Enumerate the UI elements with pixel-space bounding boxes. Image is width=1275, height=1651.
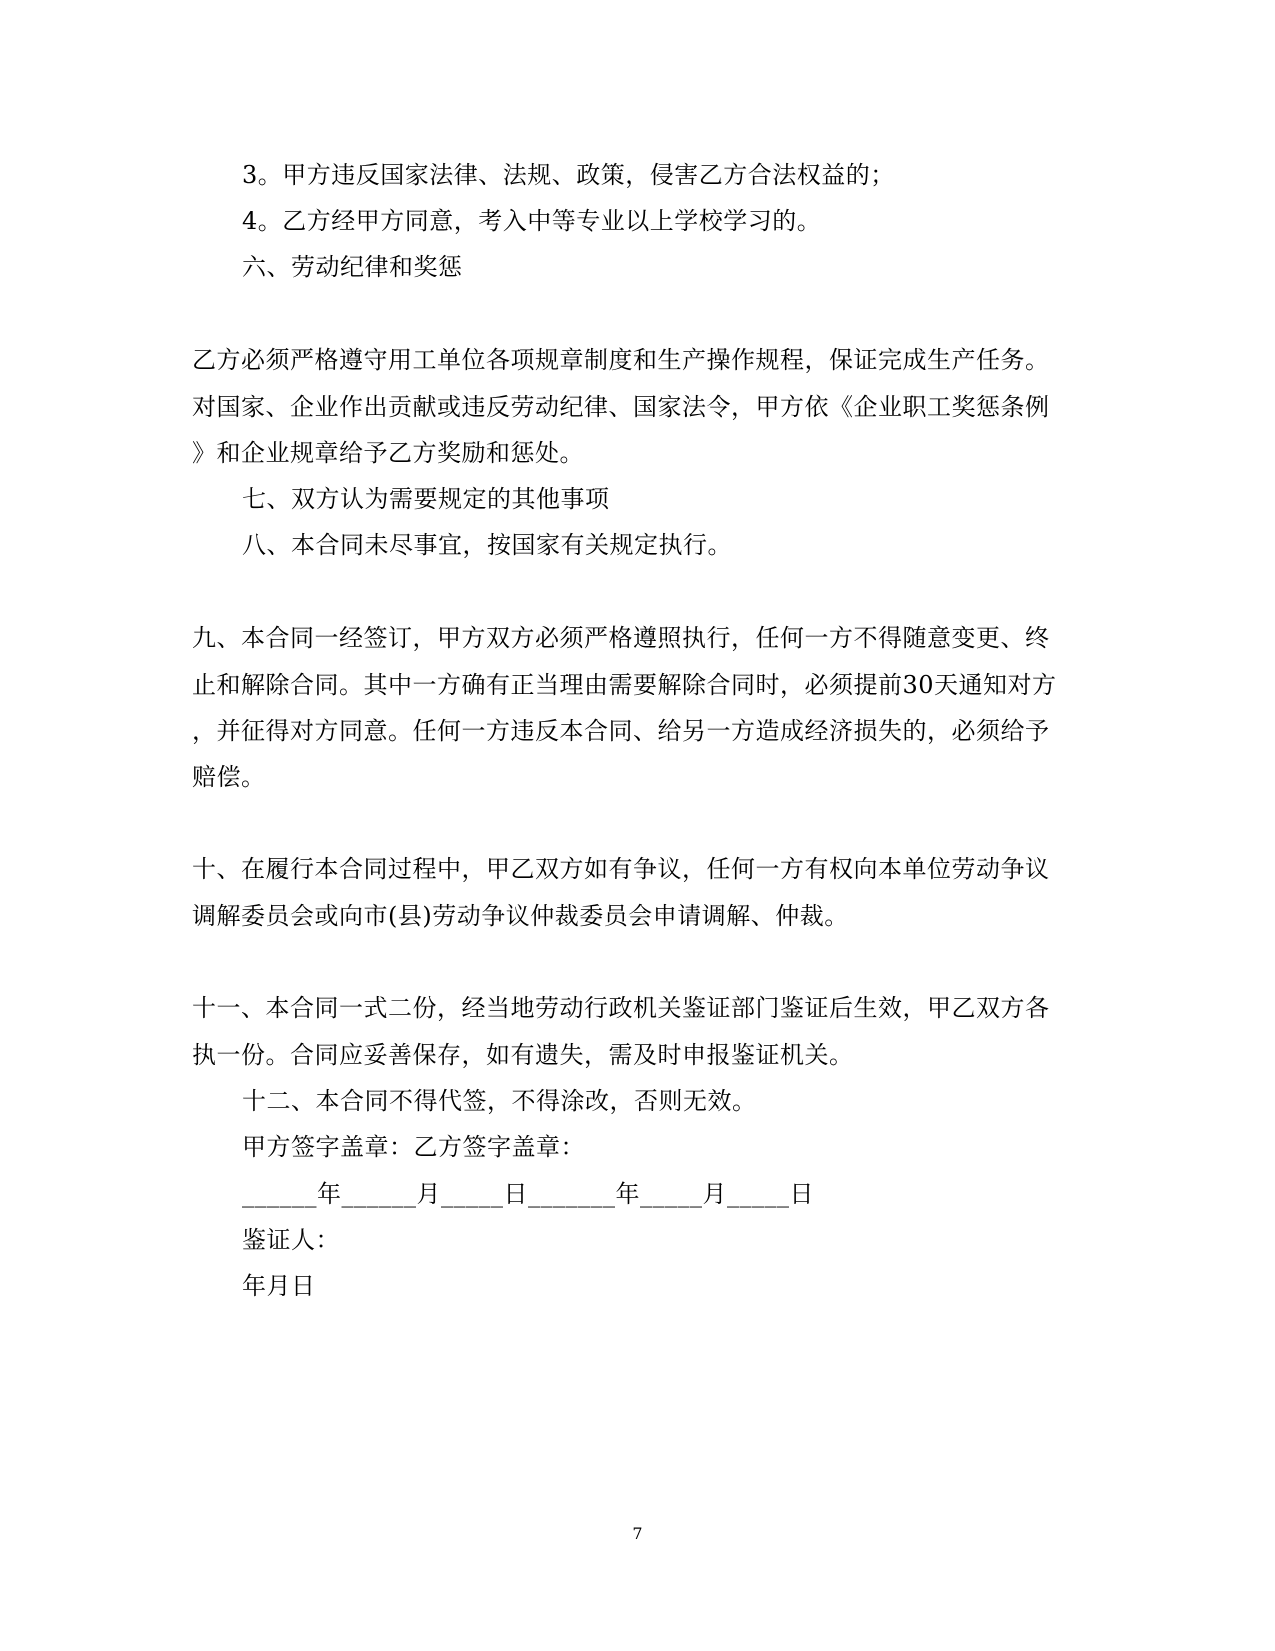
witness-label: 鉴证人： [242,1226,340,1254]
clause-3-line: 3。甲方违反国家法律、法规、政策，侵害乙方合法权益的； [242,161,895,189]
section-9-line-2: 止和解除合同。其中一方确有正当理由需要解除合同时，必须提前30天通知对方 [192,671,1057,699]
witness-date-label: 年月日 [242,1272,316,1300]
section-6-heading: 六、劳动纪律和奖惩 [242,253,463,281]
section-9-line-4: 赔偿。 [192,763,266,791]
section-9-line-1: 九、本合同一经签订，甲方双方必须严格遵照执行，任何一方不得随意变更、终 [192,624,1050,652]
signature-date-blanks: ______年______月_____日_______年_____月_____日 [242,1180,814,1208]
section-10-line-2: 调解委员会或向市(县)劳动争议仲裁委员会申请调解、仲裁。 [192,902,849,930]
section-6-paragraph-line-1: 乙方必须严格遵守用工单位各项规章制度和生产操作规程，保证完成生产任务。 [192,346,1050,374]
section-6-paragraph-line-3: 》和企业规章给予乙方奖励和惩处。 [192,439,584,467]
section-7-heading: 七、双方认为需要规定的其他事项 [242,485,610,513]
section-6-paragraph-line-2: 对国家、企业作出贡献或违反劳动纪律、国家法令，甲方依《企业职工奖惩条例 [192,393,1050,421]
section-8-line: 八、本合同未尽事宜，按国家有关规定执行。 [242,531,732,559]
clause-4-line: 4。乙方经甲方同意，考入中等专业以上学校学习的。 [242,207,822,235]
section-9-line-3: ，并征得对方同意。任何一方违反本合同、给另一方造成经济损失的，必须给予 [192,717,1050,745]
page-number: 7 [632,1524,643,1543]
section-11-line-1: 十一、本合同一式二份，经当地劳动行政机关鉴证部门鉴证后生效，甲乙双方各 [192,994,1050,1022]
section-12-line: 十二、本合同不得代签，不得涂改，否则无效。 [242,1087,757,1115]
section-11-line-2: 执一份。合同应妥善保存，如有遗失，需及时申报鉴证机关。 [192,1041,854,1069]
signature-label-line: 甲方签字盖章：乙方签字盖章： [242,1133,585,1161]
section-10-line-1: 十、在履行本合同过程中，甲乙双方如有争议，任何一方有权向本单位劳动争议 [192,855,1050,883]
